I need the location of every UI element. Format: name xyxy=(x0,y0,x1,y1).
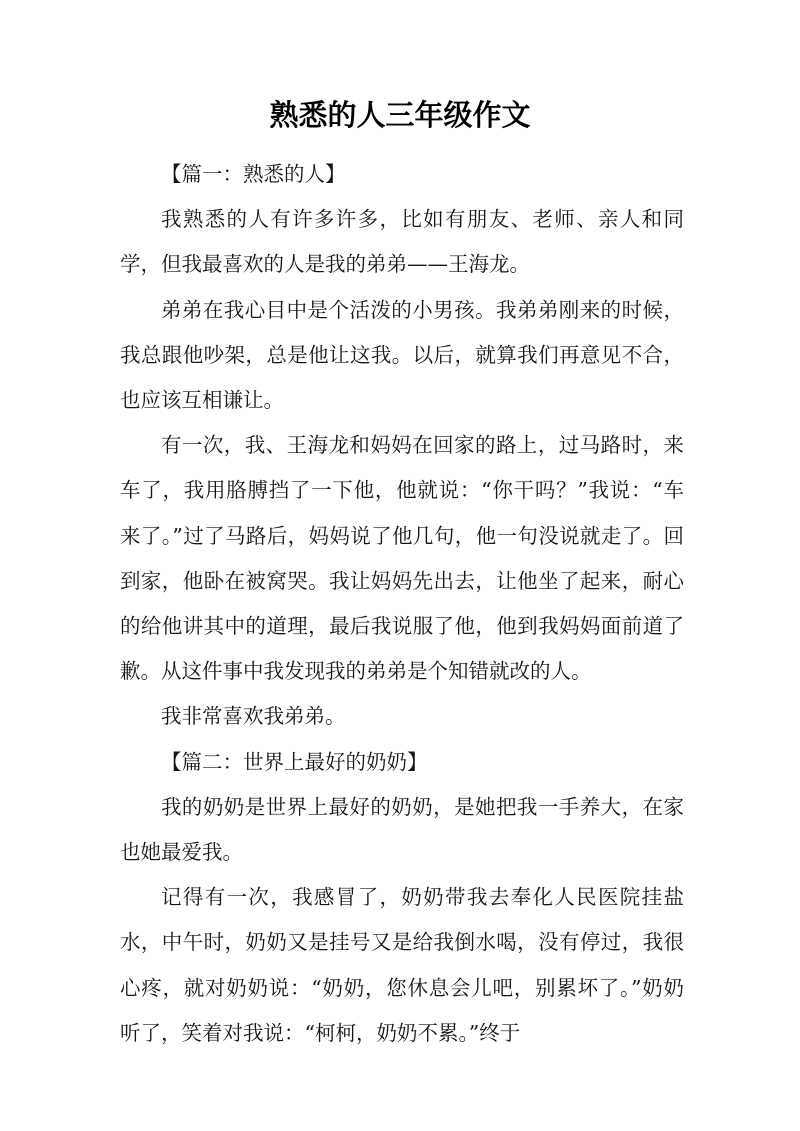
section-heading-1: 【篇一：熟悉的人】 xyxy=(161,162,346,186)
document-title: 熟悉的人三年级作文 xyxy=(269,98,531,132)
paragraph: 记得有一次，我感冒了，奶奶带我去奉化人民医院挂盐水，中午时，奶奶又是挂号又是给我倒水喝，没有停过，我很心疼，就对奶奶说：“奶奶，您休息会儿吧，别累坏了。”奶奶听了，笑着对我说：“柯柯，奶奶不累。”终于 xyxy=(120,885,684,1045)
section-heading-2: 【篇二：世界上最好的奶奶】 xyxy=(161,749,428,774)
paragraph: 我的奶奶是世界上最好的奶奶，是她把我一手养大，在家也她最爱我。 xyxy=(120,794,684,865)
paragraph: 我熟悉的人有许多许多，比如有朋友、老师、亲人和同学，但我最喜欢的人是我的弟弟——王海龙。 xyxy=(120,207,684,277)
paragraph: 我非常喜欢我弟弟。 xyxy=(161,704,346,729)
document-body xyxy=(120,152,684,1056)
paragraph: 弟弟在我心目中是个活泼的小男孩。我弟弟刚来的时候，我总跟他吵架，总是他让这我。以后，就算我们再意见不合，也应该互相谦让。 xyxy=(120,297,684,413)
paragraph: 有一次，我、王海龙和妈妈在回家的路上，过马路时，来车了，我用胳膊挡了一下他，他就说：“你干吗？”我说：“车来了。”过了马路后，妈妈说了他几句，他一句没说就走了。回到家，他卧在被窝哭。我让妈妈先出去，让他坐了起来，耐心的给他讲其中的道理，最后我说服了他，他到我妈妈面前道了歉。从这件事中我发现我的弟弟是个知错就改的人。 xyxy=(120,433,684,684)
